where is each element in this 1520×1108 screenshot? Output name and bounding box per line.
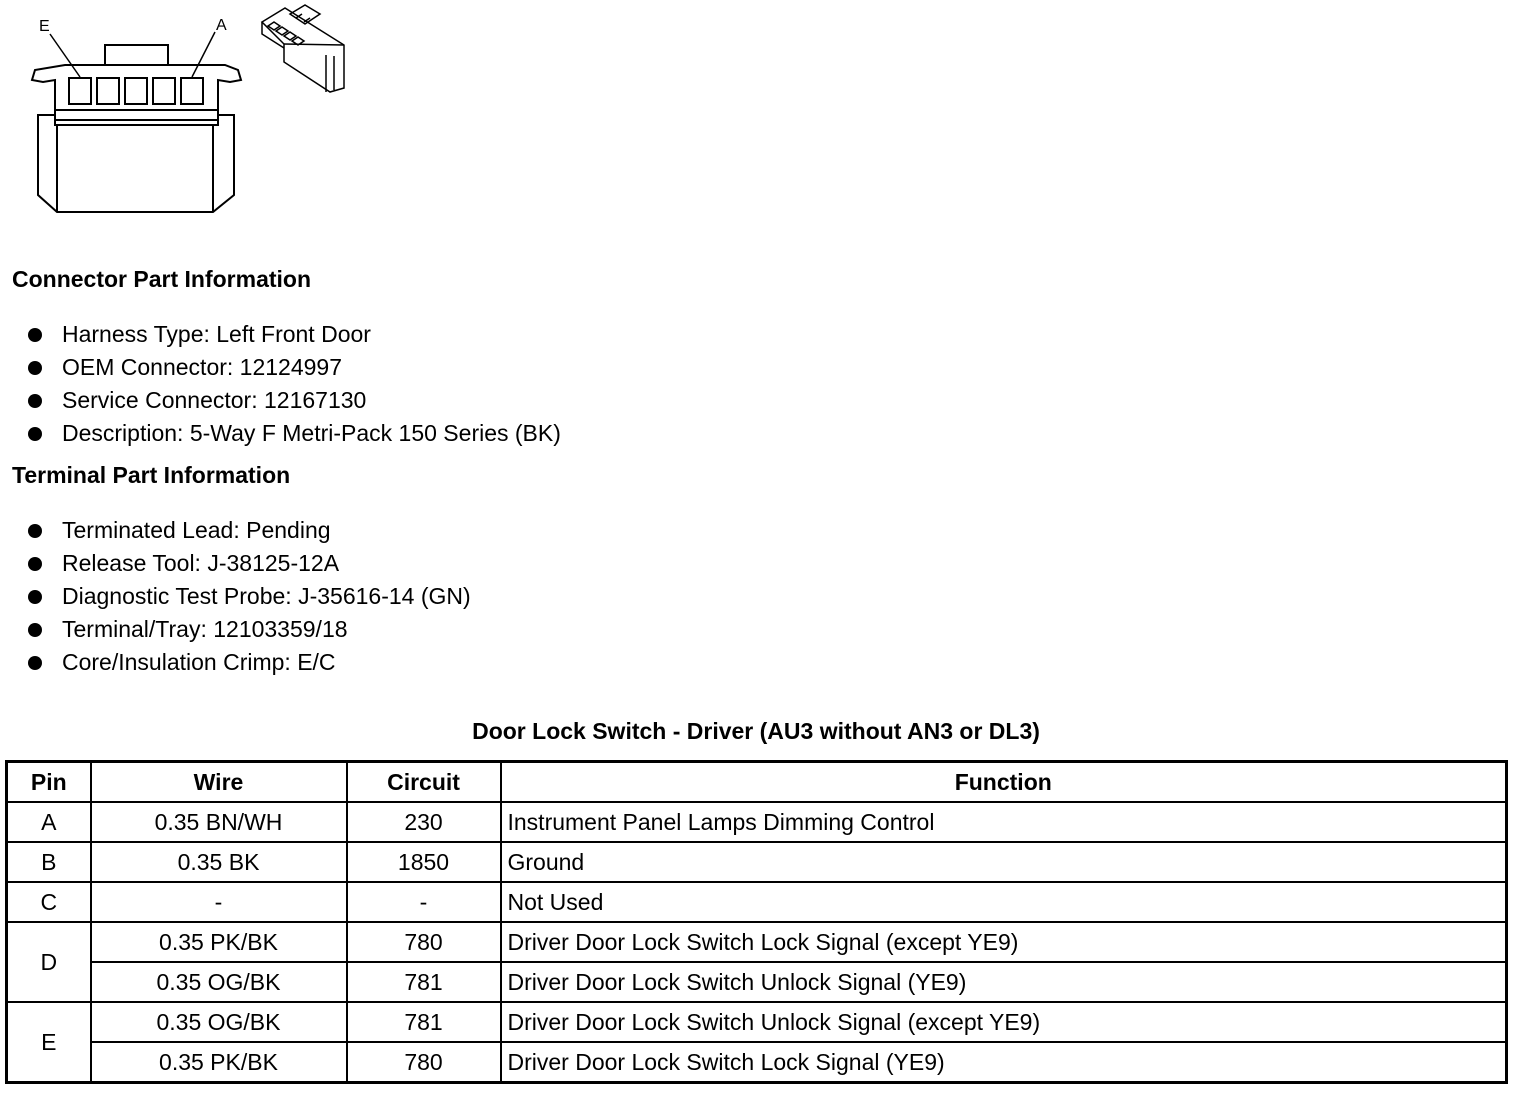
bullet-icon bbox=[28, 328, 42, 342]
list-item: Description: 5-Way F Metri-Pack 150 Series (BK) bbox=[28, 417, 561, 450]
wire-cell: 0.35 BK bbox=[91, 842, 347, 882]
wire-cell: 0.35 PK/BK bbox=[91, 922, 347, 962]
pin-cell: B bbox=[7, 842, 91, 882]
bullet-icon bbox=[28, 427, 42, 441]
bullet-icon bbox=[28, 524, 42, 538]
circuit-cell: 230 bbox=[347, 802, 501, 842]
connector-part-heading: Connector Part Information bbox=[12, 266, 312, 292]
pin-a-label: A bbox=[216, 17, 227, 34]
wire-cell: 0.35 BN/WH bbox=[91, 802, 347, 842]
bullet-icon bbox=[28, 394, 42, 408]
function-cell: Driver Door Lock Switch Lock Signal (YE9) bbox=[501, 1042, 1507, 1083]
wire-cell: 0.35 OG/BK bbox=[91, 962, 347, 1002]
table-header-row bbox=[7, 762, 1507, 803]
table-row bbox=[7, 882, 1507, 922]
table-row bbox=[7, 962, 1507, 1002]
circuit-cell: 780 bbox=[347, 922, 501, 962]
function-cell: Instrument Panel Lamps Dimming Control bbox=[501, 802, 1507, 842]
pin-cell: A bbox=[7, 802, 91, 842]
header-wire: Wire bbox=[91, 762, 347, 803]
pin-cell: C bbox=[7, 882, 91, 922]
pin-cell: E bbox=[7, 1002, 91, 1083]
wire-cell: 0.35 OG/BK bbox=[91, 1002, 347, 1042]
header-function: Function bbox=[501, 762, 1507, 803]
pin-e-label: E bbox=[39, 18, 50, 35]
list-item: OEM Connector: 12124997 bbox=[28, 351, 561, 384]
table-row bbox=[7, 1042, 1507, 1083]
list-item: Core/Insulation Crimp: E/C bbox=[28, 646, 471, 679]
pin-table bbox=[5, 760, 1508, 1084]
wire-cell: 0.35 PK/BK bbox=[91, 1042, 347, 1083]
list-item: Terminal/Tray: 12103359/18 bbox=[28, 613, 471, 646]
function-cell: Driver Door Lock Switch Lock Signal (except YE9) bbox=[501, 922, 1507, 962]
terminal-part-list bbox=[28, 514, 471, 679]
table-row bbox=[7, 1002, 1507, 1042]
list-item: Terminated Lead: Pending bbox=[28, 514, 471, 547]
table-row bbox=[7, 802, 1507, 842]
circuit-cell: 781 bbox=[347, 962, 501, 1002]
list-item: Diagnostic Test Probe: J-35616-14 (GN) bbox=[28, 580, 471, 613]
list-item: Service Connector: 12167130 bbox=[28, 384, 561, 417]
function-cell: Driver Door Lock Switch Unlock Signal (except YE9) bbox=[501, 1002, 1507, 1042]
bullet-icon bbox=[28, 590, 42, 604]
table-row bbox=[7, 922, 1507, 962]
bullet-icon bbox=[28, 656, 42, 670]
circuit-cell: 781 bbox=[347, 1002, 501, 1042]
list-item: Release Tool: J-38125-12A bbox=[28, 547, 471, 580]
function-cell: Driver Door Lock Switch Unlock Signal (YE9) bbox=[501, 962, 1507, 1002]
circuit-cell: 780 bbox=[347, 1042, 501, 1083]
table-row bbox=[7, 842, 1507, 882]
function-cell: Not Used bbox=[501, 882, 1507, 922]
circuit-cell: 1850 bbox=[347, 842, 501, 882]
pin-cell: D bbox=[7, 922, 91, 1002]
bullet-icon bbox=[28, 623, 42, 637]
header-circuit: Circuit bbox=[347, 762, 501, 803]
connector-part-list bbox=[28, 318, 561, 450]
bullet-icon bbox=[28, 557, 42, 571]
bullet-icon bbox=[28, 361, 42, 375]
header-pin: Pin bbox=[7, 762, 91, 803]
wire-cell: - bbox=[91, 882, 347, 922]
table-title: Door Lock Switch - Driver (AU3 without AN3 or DL3) bbox=[472, 718, 1040, 744]
connector-diagram bbox=[0, 0, 370, 225]
function-cell: Ground bbox=[501, 842, 1507, 882]
terminal-part-heading: Terminal Part Information bbox=[12, 462, 291, 488]
list-item: Harness Type: Left Front Door bbox=[28, 318, 561, 351]
circuit-cell: - bbox=[347, 882, 501, 922]
